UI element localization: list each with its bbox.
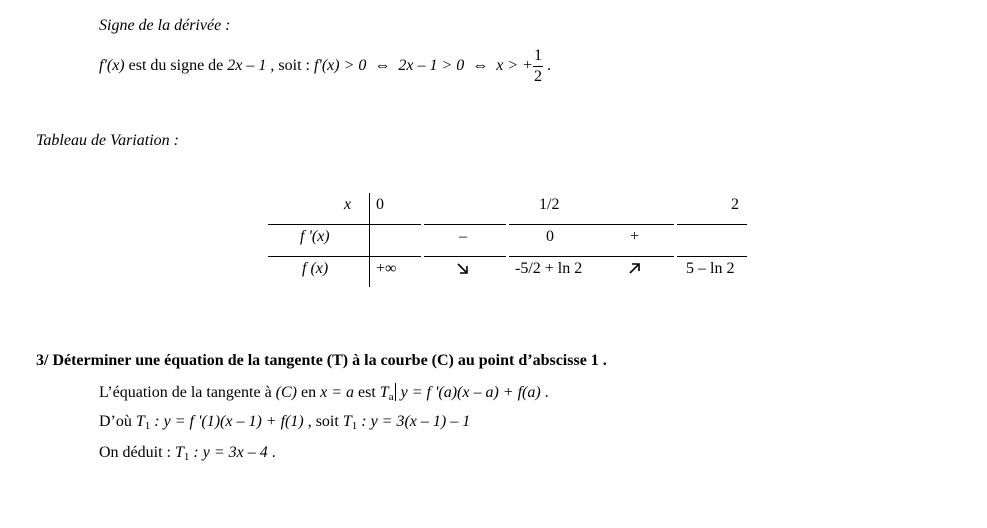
table-hline-2d [677,256,747,257]
text-equation-tangent: L’équation de la tangente à [99,384,276,401]
equivalence-symbol: ⇔ [374,57,391,75]
up-right-arrow-icon [628,261,642,275]
tangent-t1-symbol-2: T [342,413,352,430]
tangent-t1-symbol-3: T [175,444,184,461]
expr-inequality: 2x – 1 > 0 [398,57,465,75]
f-value-at-2: 5 – ln 2 [686,260,735,277]
tangent-at-1-line [99,414,470,432]
f-value-minimum: -5/2 + ln 2 [515,260,583,277]
expr-2x-minus-1: 2x – 1 [227,57,267,75]
tangent-t1-subscript-2: 1 [351,420,358,432]
equivalence-symbol-2: ⇔ [472,57,489,75]
fprime-sign-minus: – [459,228,467,245]
tangent-t1-equation-2: : y = 3(x – 1) – 1 [357,413,471,430]
tangent-symbol: T [379,384,389,401]
fprime-x: f'(x) [99,57,125,75]
tangent-t1-symbol: T [135,413,145,430]
row-label-fprime: f '(x) [300,228,330,245]
tangent-t1-equation: : y = f '(1)(x – 1) + f(1) [150,413,304,430]
text-dou: D’où [99,413,136,430]
table-hline-1a [268,224,421,225]
vertical-bar [395,383,396,401]
text-est: est [354,384,380,401]
text-sign-of: est du signe de [124,57,228,75]
table-hline-1d [677,224,747,225]
table-vertical-divider [369,193,370,287]
table-hline-2c [509,256,674,257]
tangent-subscript-a: a [388,391,394,403]
end-period: . [546,57,551,75]
f-value-plus-infinity: +∞ [376,260,397,277]
x-value-0: 0 [376,196,384,213]
expr-fprime-positive: f'(x) > 0 [313,57,367,75]
tangent-equation-line [99,383,549,403]
fraction-numerator: 1 [533,48,543,67]
table-hline-2b [424,256,506,257]
text-soit-2: , soit [303,413,343,430]
expr-x-greater: x > + [496,57,533,75]
table-hline-1b [424,224,506,225]
tangent-t1-subscript: 1 [144,420,151,432]
text-on-deduit: On déduit : [99,444,175,461]
fraction-one-half [533,48,543,85]
fprime-sign-zero: 0 [546,228,554,245]
tangent-final-equation: : y = 3x – 4 [189,444,268,461]
end-period-1: . [540,384,549,401]
fprime-sign-plus: + [630,228,640,245]
curve-c: (C) [275,384,297,401]
table-hline-2a [268,256,421,257]
tangent-result-line [99,445,276,463]
x-value-half: 1/2 [539,196,560,213]
x-value-2: 2 [731,196,739,213]
down-right-arrow-icon [456,262,470,276]
row-label-f: f (x) [302,260,329,277]
derivative-sign-heading: Signe de la dérivée : [99,17,231,34]
text-soit: , soit : [266,57,314,75]
variation-table-heading: Tableau de Variation : [36,132,179,149]
derivative-sign-line [99,48,551,85]
text-en: en [297,384,321,401]
row-label-x: x [344,196,352,213]
tangent-general-equation: y = f '(a)(x – a) + f(a) [396,384,541,401]
question-3-heading: 3/ Déterminer une équation de la tangente (T) à la courbe (C) au point d’abscisse 1 . [36,352,607,369]
tangent-t1-subscript-3: 1 [183,451,190,463]
fraction-denominator: 2 [533,68,542,85]
expr-x-equals-a: x = a [320,384,355,401]
table-hline-1c [509,224,674,225]
end-period-3: . [267,444,276,461]
